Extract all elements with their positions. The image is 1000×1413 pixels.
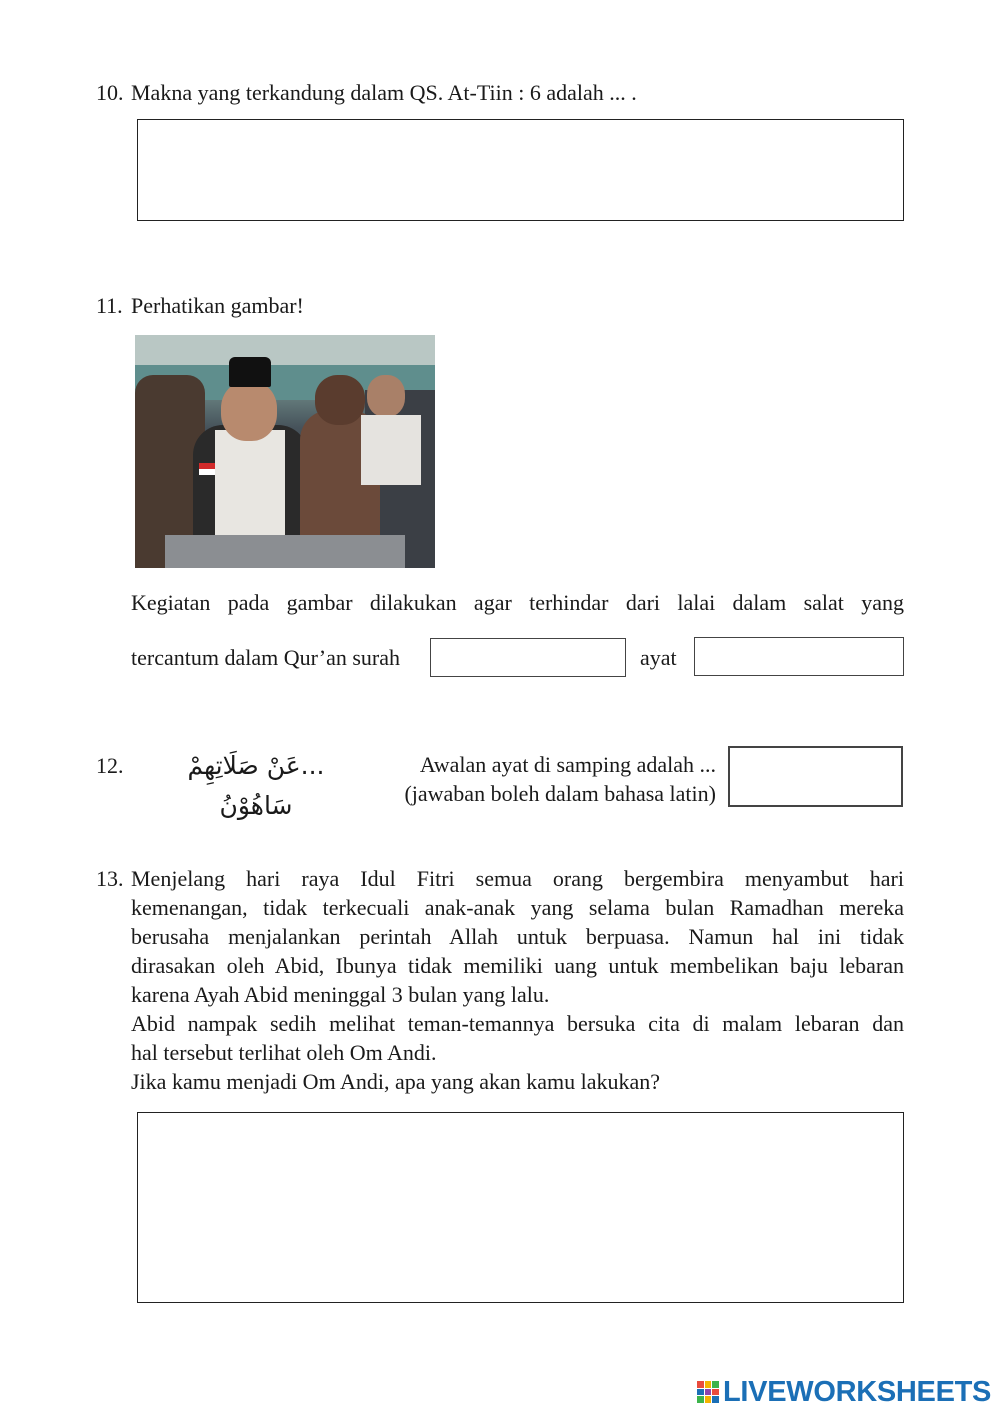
question-12-line1: Awalan ayat di samping adalah ... <box>419 752 716 777</box>
question-13-line: karena Ayah Abid meninggal 3 bulan yang lalu. <box>131 982 550 1007</box>
question-13-answer-box[interactable] <box>137 1112 904 1303</box>
question-12-answer-box[interactable] <box>728 746 903 807</box>
question-10-number: 10. <box>96 80 124 105</box>
question-10-text: Makna yang terkandung dalam QS. At-Tiin : 6 adalah ... . <box>131 80 637 105</box>
question-11-number: 11. <box>96 293 123 318</box>
question-13-paragraph <box>131 864 904 1096</box>
liveworksheets-logo-text: LIVEWORKSHEETS <box>723 1375 992 1408</box>
question-13-line: Jika kamu menjadi Om Andi, apa yang akan kamu lakukan? <box>131 1069 661 1094</box>
liveworksheets-logo <box>697 1376 991 1408</box>
question-13-line: dirasakan oleh Abid, Ibunya tidak memiliki uang untuk membelikan baju lebaran <box>131 953 904 978</box>
question-13-line: Abid nampak sedih melihat teman-temannya bersuka cita di malam lebaran dan <box>131 1011 904 1036</box>
surah-input[interactable] <box>430 638 626 677</box>
arabic-verse-fragment: ...عَنْ صَلَاتِهِمْ سَاهُوْنُ <box>187 751 325 820</box>
ayat-input[interactable] <box>694 637 904 676</box>
question-13-number: 13. <box>96 866 124 891</box>
question-12-line2: (jawaban boleh dalam bahasa latin) <box>404 781 716 806</box>
question-11-line2-ayat: ayat <box>640 645 677 670</box>
question-10-answer-box[interactable] <box>137 119 904 221</box>
question-13-line: Menjelang hari raya Idul Fitri semua orang bergembira menyambut hari <box>131 866 904 891</box>
question-11-line1: Kegiatan pada gambar dilakukan agar terhindar dari lalai dalam salat yang <box>131 590 904 615</box>
question-13-line: kemenangan, tidak terkecuali anak-anak yang selama bulan Ramadhan mereka <box>131 895 904 920</box>
liveworksheets-mark-icon <box>697 1381 719 1403</box>
question-13-line: hal tersebut terlihat oleh Om Andi. <box>131 1040 437 1065</box>
question-13-line: berusaha menjalankan perintah Allah untuk berpuasa. Namun hal ini tidak <box>131 924 904 949</box>
hajj-airplane-photo <box>135 335 435 568</box>
question-11-line2-prefix: tercantum dalam Qur’an surah <box>131 645 400 670</box>
question-12-number: 12. <box>96 753 124 778</box>
question-11-text: Perhatikan gambar! <box>131 293 304 318</box>
